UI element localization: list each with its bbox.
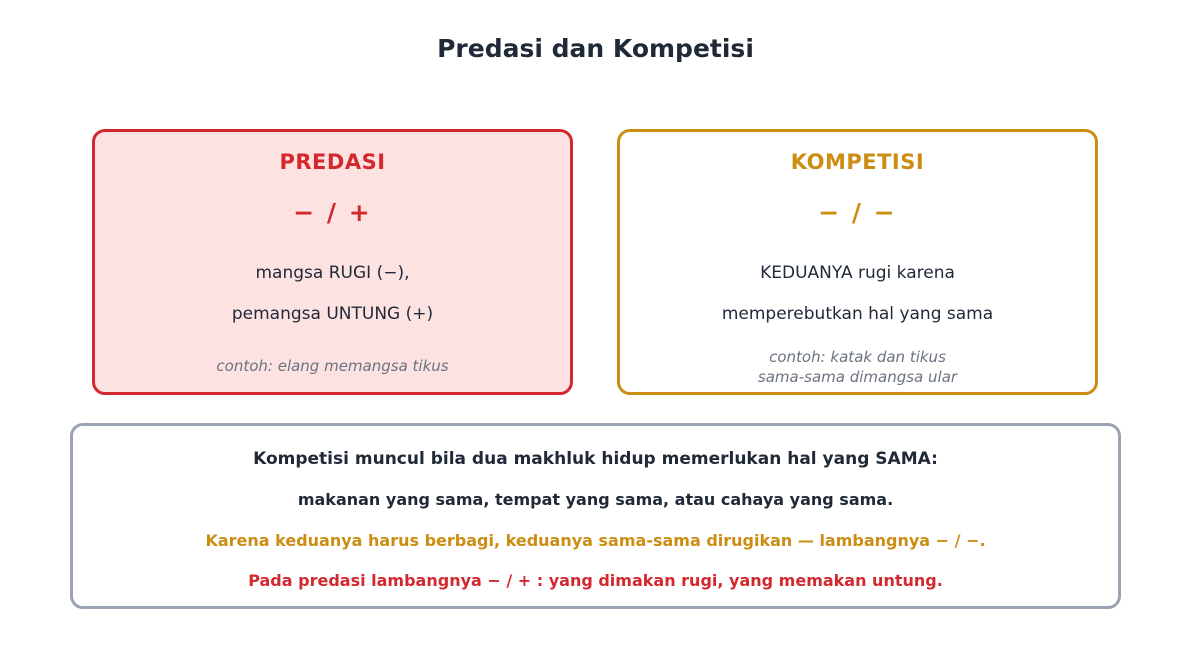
predasi-heading: PREDASI [279,150,386,174]
kompetisi-description-line-1: KEDUANYA rugi karena [760,263,955,283]
kompetisi-example-line-2: sama-sama dimangsa ular [757,368,958,386]
explanation-line-1: Kompetisi muncul bila dua makhluk hidup memerlukan hal yang SAMA: [253,449,938,469]
predasi-description-line-2: pemangsa UNTUNG (+) [231,304,434,324]
kompetisi-description-line-2: memperebutkan hal yang sama [721,304,994,324]
explanation-line-3: Karena keduanya harus berbagi, keduanya sama-sama dirugikan — lambangnya − / −. [205,531,986,550]
kompetisi-heading: KOMPETISI [790,150,925,174]
kompetisi-symbol: − / − [818,198,897,227]
predasi-card [92,129,573,395]
explanation-line-4: Pada predasi lambangnya − / + : yang dimakan rugi, yang memakan untung. [248,571,943,590]
page-title: Predasi dan Kompetisi [437,34,754,63]
kompetisi-card [617,129,1098,395]
predasi-description-line-1: mangsa RUGI (−), [255,263,410,283]
explanation-box [70,423,1121,609]
kompetisi-example [620,347,1095,387]
explanation-line-2: makanan yang sama, tempat yang sama, atau cahaya yang sama. [297,490,894,509]
predasi-symbol: − / + [293,198,372,227]
predasi-example: contoh: elang memangsa tikus [216,357,449,375]
kompetisi-example-line-1: contoh: katak dan tikus [769,348,946,366]
